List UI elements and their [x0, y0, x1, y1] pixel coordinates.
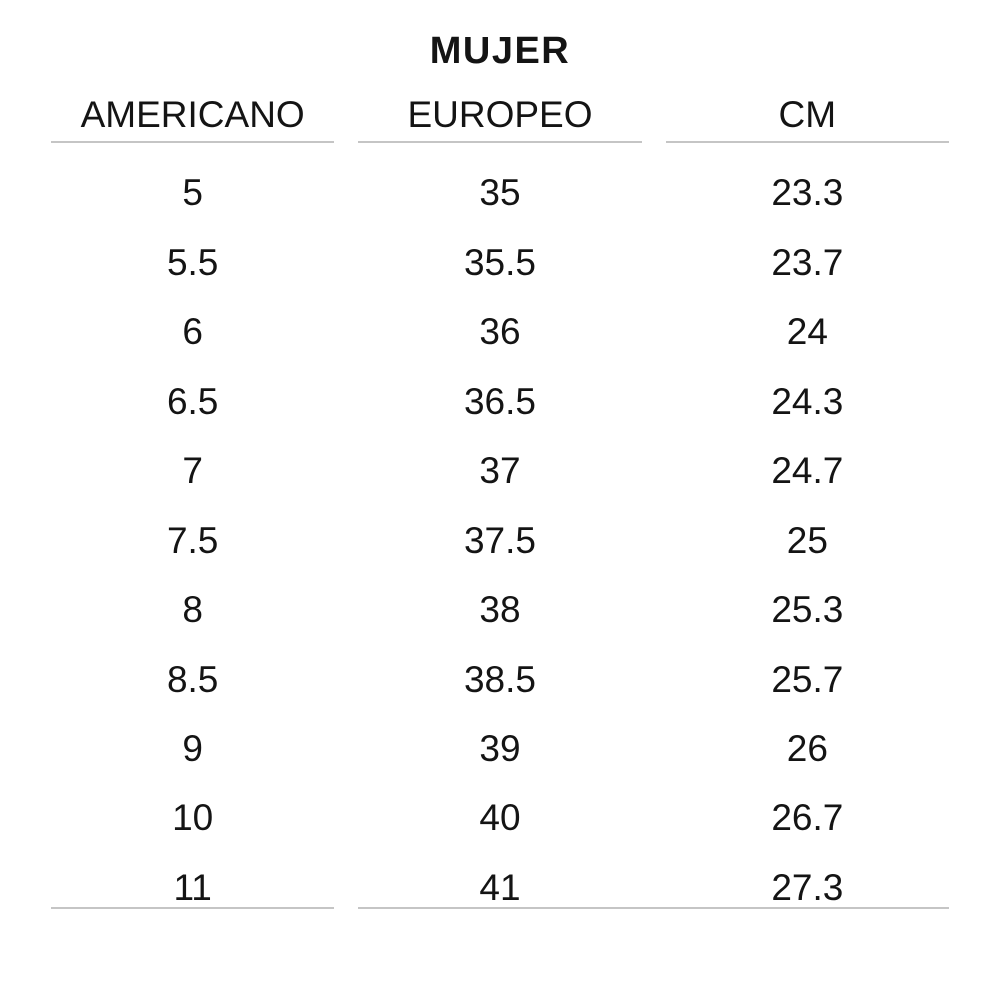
table-cell: 5	[182, 172, 203, 214]
page-title: MUJER	[429, 30, 571, 72]
table-row	[51, 282, 949, 351]
table-bottom-border	[51, 907, 949, 909]
table-header	[51, 96, 949, 143]
table-cell: 37.5	[463, 519, 536, 561]
table-cell: 26	[786, 727, 828, 769]
table-cell: 6.5	[166, 380, 219, 422]
size-table	[51, 96, 949, 909]
table-cell: 41	[479, 866, 521, 908]
table-row	[51, 699, 949, 768]
table-row	[51, 351, 949, 420]
table-cell: 23.7	[771, 241, 844, 283]
table-cell: 8	[182, 589, 203, 631]
table-row	[51, 143, 949, 212]
table-cell: 25	[786, 519, 828, 561]
table-cell: 36	[479, 311, 521, 353]
table-cell: 37	[479, 450, 521, 492]
table-cell: 39	[479, 727, 521, 769]
table-cell: 6	[182, 311, 203, 353]
table-cell: 24	[786, 311, 828, 353]
table-row	[51, 560, 949, 629]
table-cell: 24.7	[771, 450, 844, 492]
table-cell: 9	[182, 727, 203, 769]
table-row	[51, 421, 949, 490]
table-cell: 25.3	[771, 589, 844, 631]
column-header-americano: AMERICANO	[51, 96, 334, 143]
table-cell: 38	[479, 589, 521, 631]
table-cell: 35.5	[463, 241, 536, 283]
table-row	[51, 837, 949, 906]
table-cell: 24.3	[771, 380, 844, 422]
table-body	[51, 143, 949, 907]
table-cell: 8.5	[166, 658, 219, 700]
column-header-cm: CM	[666, 96, 949, 143]
table-cell: 25.7	[771, 658, 844, 700]
table-row	[51, 212, 949, 281]
table-cell: 26.7	[771, 797, 844, 839]
table-row	[51, 629, 949, 698]
column-header-europeo: EUROPEO	[358, 96, 641, 143]
table-cell: 11	[173, 866, 212, 908]
table-cell: 23.3	[771, 172, 844, 214]
table-cell: 7	[182, 450, 203, 492]
table-cell: 27.3	[771, 866, 844, 908]
table-cell: 40	[479, 797, 521, 839]
table-cell: 38.5	[463, 658, 536, 700]
table-cell: 7.5	[166, 519, 219, 561]
bottom-divider-left	[51, 907, 334, 909]
table-cell: 5.5	[166, 241, 219, 283]
table-row	[51, 768, 949, 837]
table-cell: 10	[172, 797, 214, 839]
table-row	[51, 490, 949, 559]
table-cell: 35	[479, 172, 521, 214]
table-cell: 36.5	[463, 380, 536, 422]
bottom-divider-right	[358, 907, 949, 909]
